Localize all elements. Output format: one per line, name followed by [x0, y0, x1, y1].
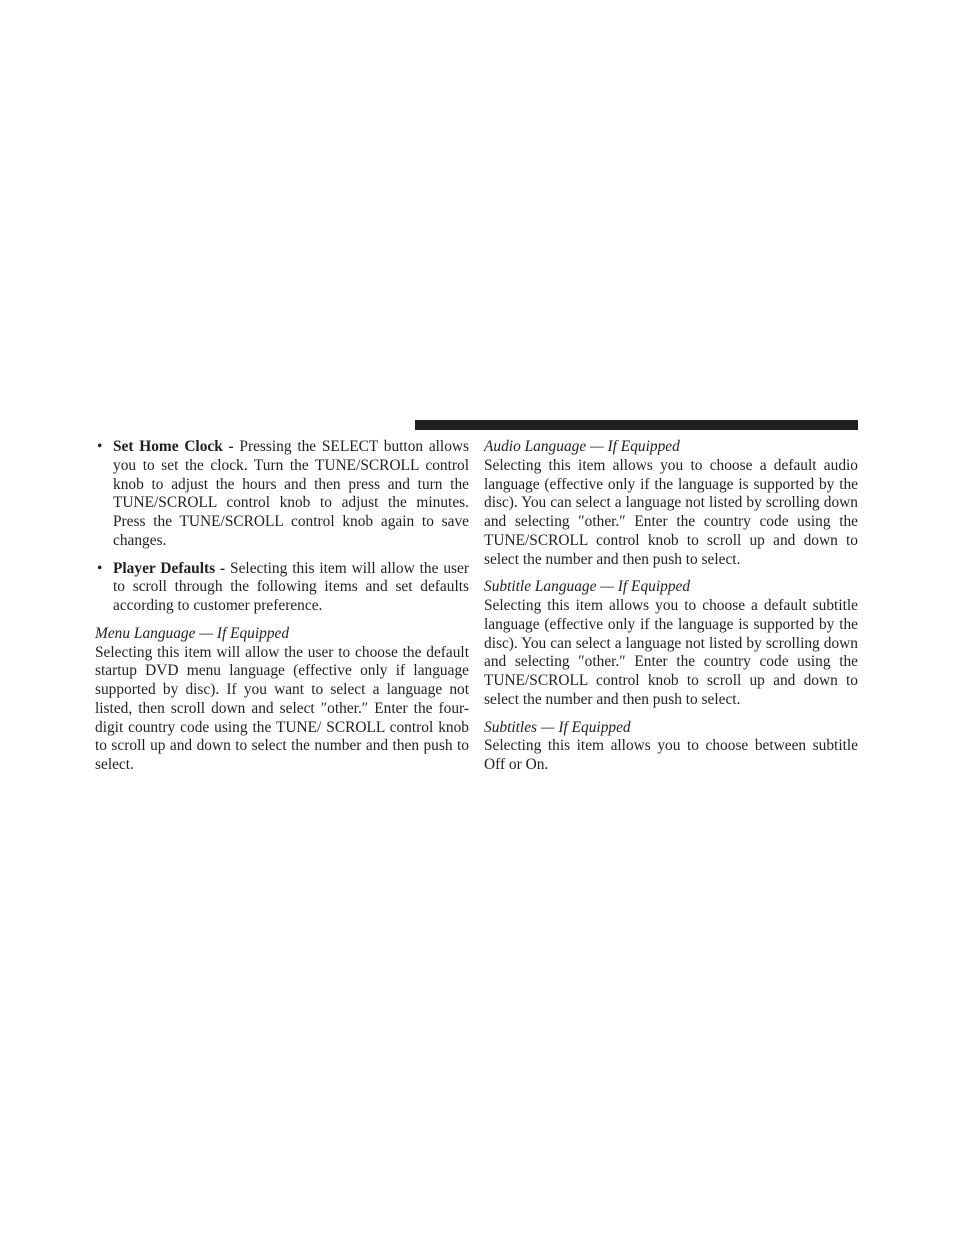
subtitles-section [484, 719, 858, 775]
bullet-term: Player Defaults - [113, 559, 226, 577]
subtitles-body: Selecting this item allows you to choose between subtitle Off or On. [484, 737, 858, 773]
subtitle-language-section [484, 578, 858, 709]
right-column [484, 438, 858, 784]
menu-language-body: Selecting this item will allow the user to choose the default startup DVD menu language (effective only if language supported by disc). If you want to select a language not listed, then scroll down and select ″other.″ Enter the four-digit country code using the TUNE/ SCROLL control knob to scroll up and down to select the number and then push to select. [95, 643, 469, 773]
bullet-item-player-defaults [95, 560, 469, 616]
subtitle-language-body: Selecting this item allows you to choose a default subtitle language (effective only if the language is supported by the disc). You can select a language not listed by scrolling down and selecting ″other.″ Enter the country code using the TUNE/SCROLL control knob to scroll up and down to select the number and then push to select. [484, 597, 858, 708]
left-column [95, 438, 469, 784]
subtitles-heading: Subtitles — If Equipped [484, 718, 631, 736]
audio-language-heading: Audio Language — If Equipped [484, 438, 680, 455]
bullet-icon: • [97, 438, 103, 455]
subtitle-language-heading: Subtitle Language — If Equipped [484, 578, 691, 596]
bullet-text: Selecting this item will allow the user to scroll through the following items and set defaults according to customer preference. [113, 559, 469, 614]
bullet-item-set-home-clock [95, 438, 469, 551]
audio-language-section [484, 438, 858, 569]
section-header-bar [415, 420, 858, 430]
menu-language-section [95, 625, 469, 775]
menu-language-heading: Menu Language — If Equipped [95, 624, 290, 642]
audio-language-body: Selecting this item allows you to choose a default audio language (effective only if the language is supported by the disc). You can select a language not listed by scrolling down and selecting ″other.″ Enter the country code using the TUNE/SCROLL control knob to scroll up and down to select the number and then push to select. [484, 456, 858, 568]
bullet-text: Pressing the SELECT button allows you to set the clock. Turn the TUNE/SCROLL control knob to adjust the hours and then press and turn the TUNE/SCROLL control knob to adjust the minutes. Press the TUNE/SCROLL control knob again to save changes. [113, 438, 470, 549]
bullet-icon: • [97, 559, 103, 577]
bullet-term: Set Home Clock - [113, 438, 234, 455]
